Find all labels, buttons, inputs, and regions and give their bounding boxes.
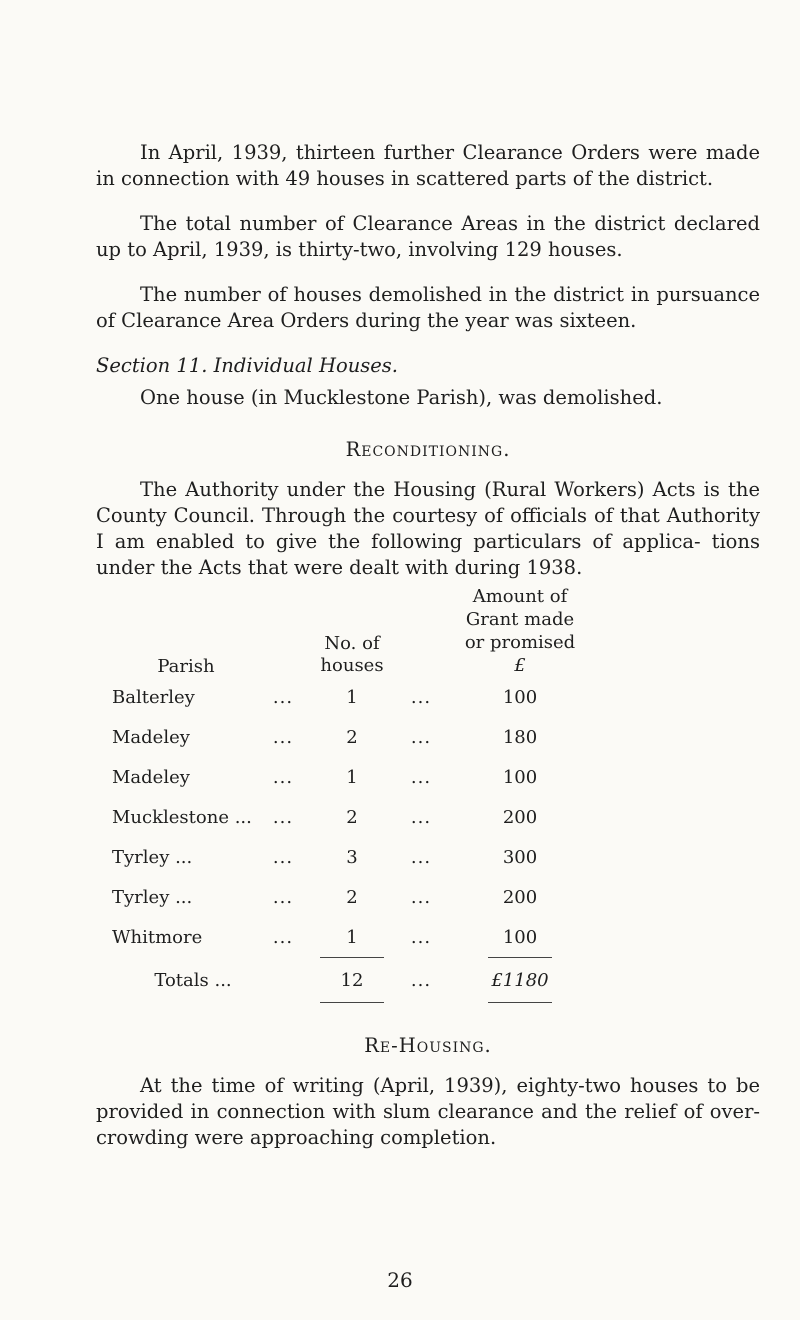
row-parish: Tyrley ... [112, 846, 193, 868]
section-label: Section 11. [96, 354, 208, 377]
rehousing-text: At the time of writing (April, 1939), eighty-two houses to be provided in connection with slum clearance and the relief of over- crowding were approaching completion. [96, 1074, 760, 1149]
table-row: Madeley ... 1 ... 100 [112, 757, 596, 797]
paragraph-clearance-orders: In April, 1939, thirteen further Clearance Orders were made in connection with 49 houses in scattered parts of the district. [96, 141, 760, 190]
row-amount: 200 [502, 886, 538, 908]
row-houses: 2 [346, 806, 358, 828]
col-header-amount: Amount of Grant made or promised £ [464, 586, 576, 676]
row-amount: 200 [502, 806, 538, 828]
totals-label: Totals ... [154, 969, 232, 991]
row-amount: 100 [502, 926, 538, 948]
table-row: Madeley ... 2 ... 180 [112, 717, 596, 757]
table-row: Mucklestone ... ... 2 ... 200 [112, 797, 596, 837]
row-parish: Tyrley ... [112, 886, 193, 908]
table-row: Balterley ... 1 ... 100 [112, 677, 596, 717]
reconditioning-text: The Authority under the Housing (Rural Workers) Acts is the County Council. Through the courtesy of officials of that Authority I am enabled to give the following particulars of applica- tions under the Acts that were dealt with during 1938. [96, 478, 760, 579]
row-amount: 180 [502, 726, 538, 748]
row-parish: Madeley [112, 726, 190, 748]
table-row: Whitmore ... 1 ... 100 [112, 917, 596, 957]
rehousing-heading: Re-Housing. [364, 1034, 492, 1057]
row-houses: 2 [346, 886, 358, 908]
col-header-parish: Parish [157, 656, 215, 677]
table-row: Tyrley ... ... 3 ... 300 [112, 837, 596, 877]
row-amount: 300 [502, 846, 538, 868]
bottom-rule-amount [488, 1002, 552, 1003]
page-number: 26 [387, 1268, 413, 1292]
row-amount: 100 [502, 766, 538, 788]
row-parish: Balterley [112, 686, 195, 708]
totals-row: Totals ... 12 ... £1180 [112, 958, 596, 1002]
page-body [96, 140, 760, 1151]
section-heading [96, 353, 760, 379]
section-title: Individual Houses. [213, 354, 399, 377]
table-row: Tyrley ... ... 2 ... 200 [112, 877, 596, 917]
row-houses: 1 [346, 686, 358, 708]
row-houses: 2 [346, 726, 358, 748]
row-parish: Madeley [112, 766, 190, 788]
row-houses: 1 [346, 926, 358, 948]
bottom-rule-houses [320, 1002, 384, 1003]
section-text: One house (in Mucklestone Parish), was demolished. [140, 386, 663, 409]
row-houses: 1 [346, 766, 358, 788]
reconditioning-heading: Reconditioning. [345, 438, 511, 461]
paragraph-clearance-areas: The total number of Clearance Areas in the district declared up to April, 1939, is thirty-two, involving 129 houses. [96, 212, 760, 261]
paragraph-houses-demolished: The number of houses demolished in the district in pursuance of Clearance Area Orders during the year was sixteen. [96, 283, 760, 332]
row-parish: Mucklestone ... [112, 806, 252, 828]
totals-bottom-rule-row [112, 1002, 596, 1003]
table-header-row [112, 585, 596, 677]
col-header-houses: No. of houses [320, 633, 384, 676]
row-amount: 100 [502, 686, 538, 708]
totals-houses: 12 [340, 969, 364, 991]
totals-amount: £1180 [491, 969, 549, 991]
row-houses: 3 [346, 846, 358, 868]
grants-table [112, 585, 596, 1003]
row-parish: Whitmore [112, 926, 203, 948]
